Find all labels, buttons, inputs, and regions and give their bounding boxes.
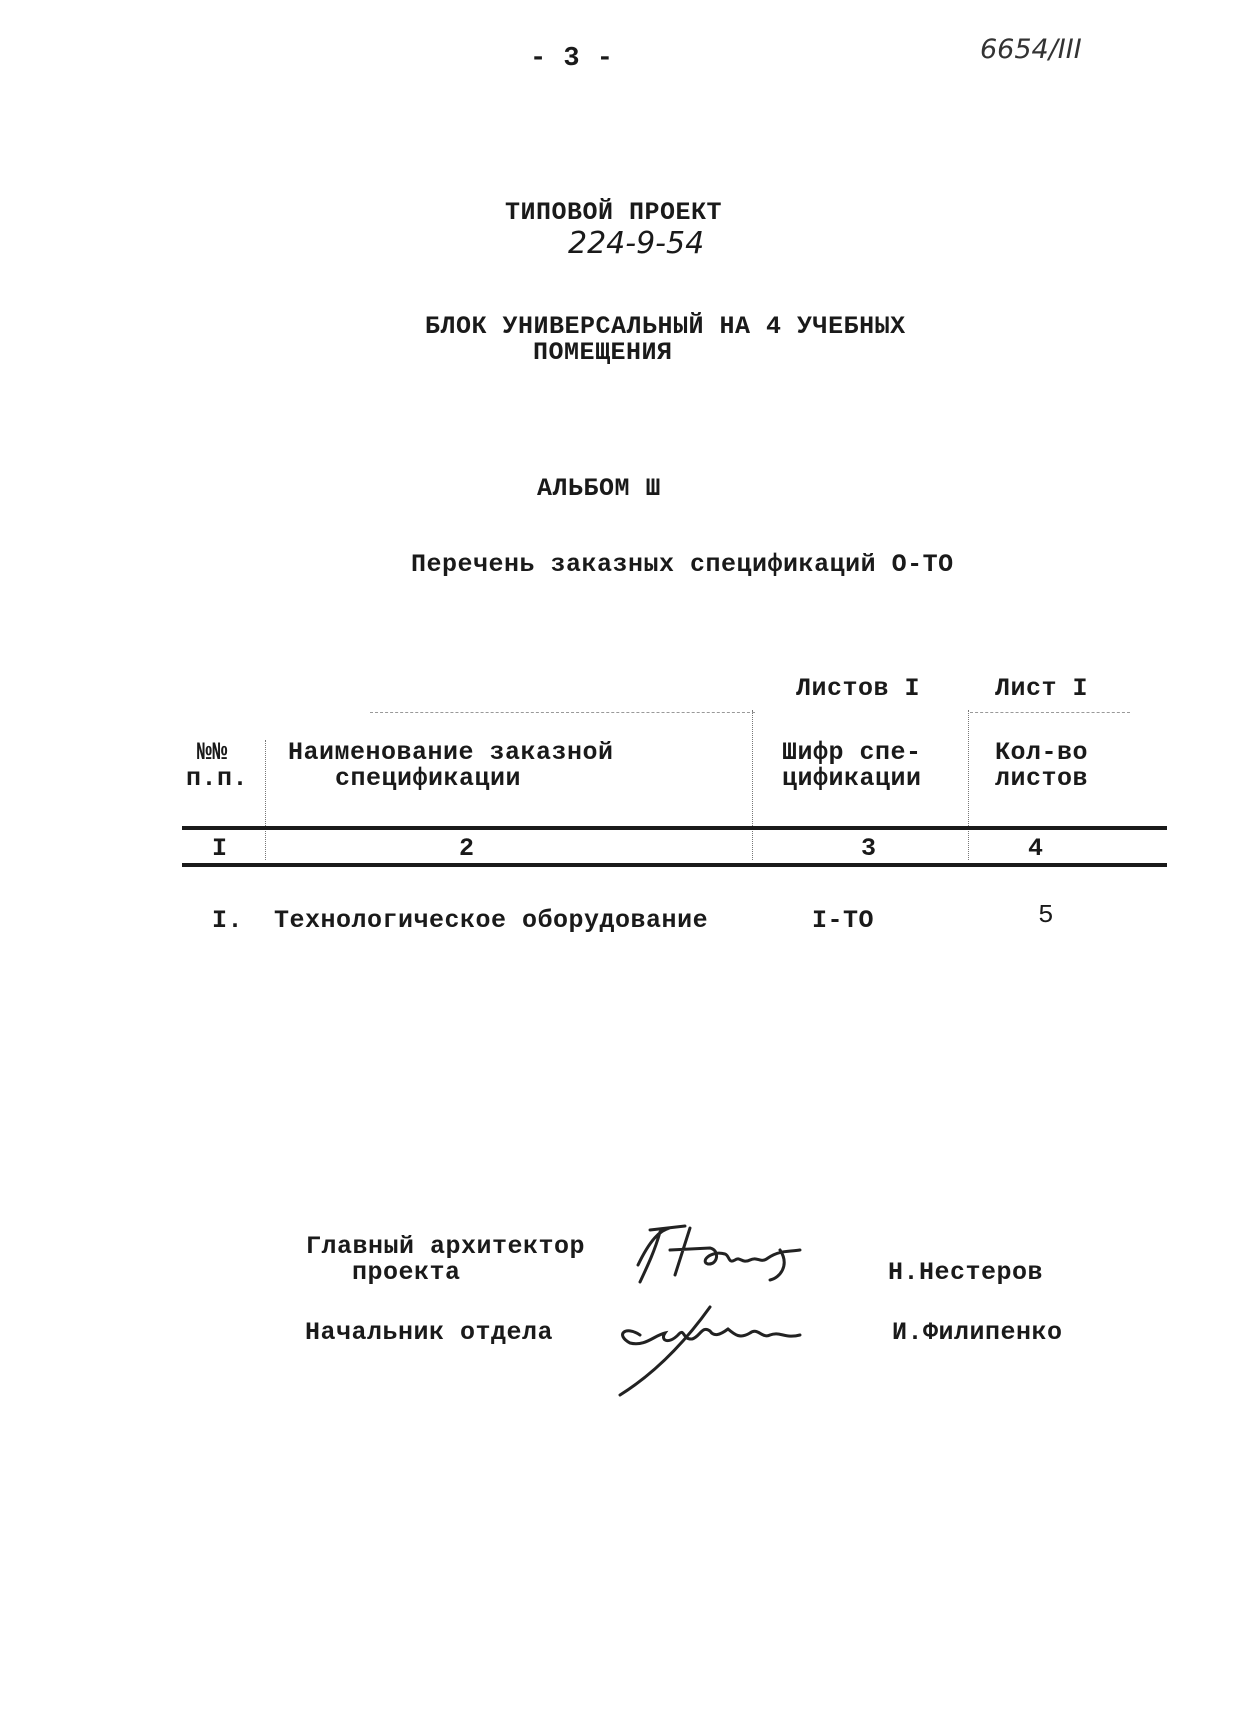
column-number-2: 2 <box>459 834 475 863</box>
header-qty-line2: листов <box>995 764 1089 793</box>
row-num: I. <box>212 906 244 935</box>
signature-filipenko <box>610 1295 820 1405</box>
column-divider <box>752 710 753 860</box>
row-qty: 5 <box>1038 900 1054 930</box>
column-number-3: 3 <box>861 834 877 863</box>
column-divider <box>265 740 266 860</box>
row-name: Технологическое оборудование <box>274 906 709 935</box>
header-name-line2: спецификации <box>335 764 522 793</box>
block-title-line1: БЛОК УНИВЕРСАЛЬНЫЙ НА 4 УЧЕБНЫХ <box>425 312 906 341</box>
sheet-current: Лист I <box>995 674 1089 703</box>
project-number: 224-9-54 <box>568 226 705 261</box>
row-code: I-ТО <box>812 906 875 935</box>
table-rule-bottom <box>182 863 1167 867</box>
album-title: АЛЬБОМ Ш <box>537 474 662 503</box>
signature-nesterov <box>630 1220 830 1290</box>
column-divider <box>968 710 969 860</box>
project-label: ТИПОВОЙ ПРОЕКТ <box>505 198 723 227</box>
list-title: Перечень заказных спецификаций О-ТО <box>411 550 954 579</box>
column-number-4: 4 <box>1028 834 1044 863</box>
department-head-title: Начальник отдела <box>305 1318 554 1347</box>
chief-architect-name: Н.Нестеров <box>888 1258 1044 1287</box>
column-number-1: I <box>212 834 228 863</box>
department-head-name: И.Филипенко <box>892 1318 1063 1347</box>
sheets-total: Листов I <box>796 674 921 703</box>
dashed-rule <box>370 712 755 713</box>
page-number: - 3 - <box>530 44 614 74</box>
header-num-line2: п.п. <box>186 764 249 793</box>
header-qty-line1: Кол-во <box>995 738 1089 767</box>
header-name-line1: Наименование заказной <box>288 738 614 767</box>
header-code-line1: Шифр спе- <box>782 738 922 767</box>
table-rule-top <box>182 826 1167 830</box>
chief-architect-title-line1: Главный архитектор <box>306 1232 586 1261</box>
header-code-line2: цификации <box>782 764 922 793</box>
archive-code: 6654/III <box>980 34 1082 65</box>
block-title-line2: ПОМЕЩЕНИЯ <box>533 338 673 367</box>
dashed-rule-right <box>970 712 1130 713</box>
header-num-line1: №№ <box>197 738 229 767</box>
chief-architect-title-line2: проекта <box>352 1258 461 1287</box>
